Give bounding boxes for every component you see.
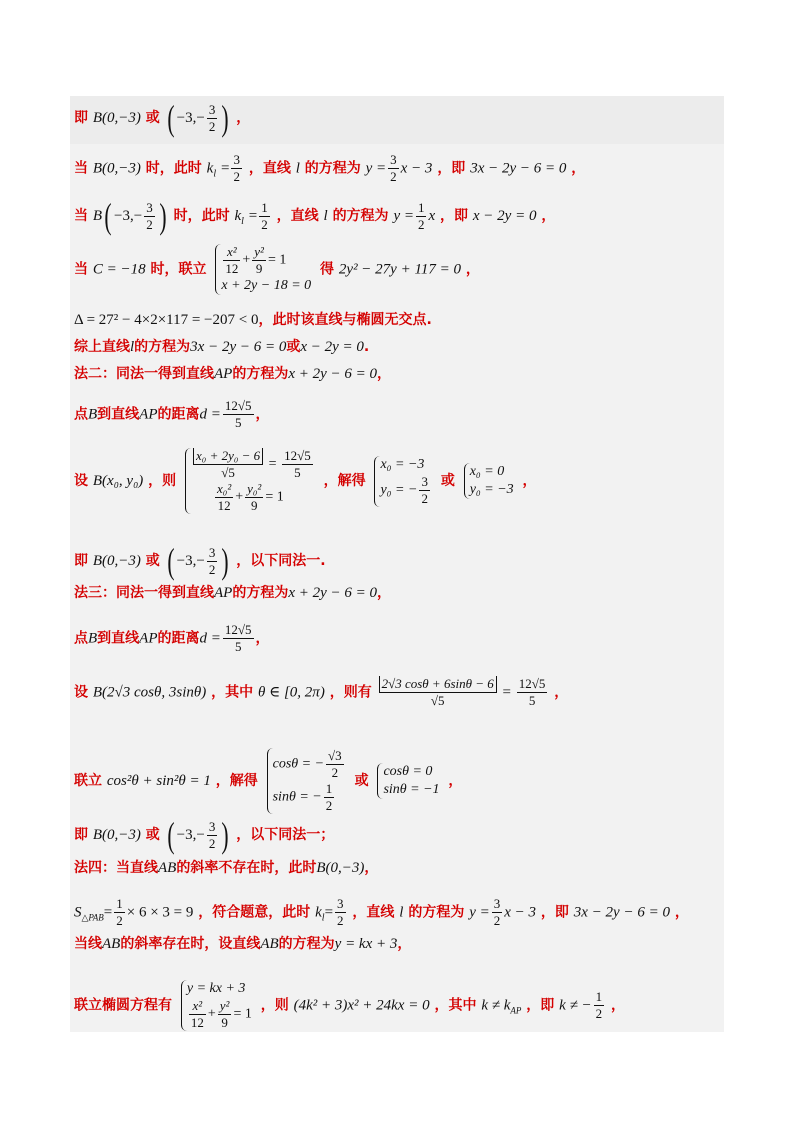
line-8: 点B到直线AP的距离d = $\frac{12√5}{5}$ ， [74, 398, 270, 430]
line-5: Δ = 27² − 4×2×117 = −207 < 0，此时该直线与椭圆无交点. [74, 312, 432, 328]
line-19: 联立椭圆方程有 y = kx + 3 $\frac{\text{x²}}{12}$ + $\frac{\text{y²}}{9}$ = 1 ，则 (4k² + 3)x² + 24kx = 0 ，其中 $k \ne k_{AP}$ ，即 k ≠ − $\frac{1}{2}$ ， [74, 981, 626, 1030]
equation-system: y = kx + 3 $\frac{\text{x²}}{12}$ + $\frac{\text{y²}}{9}$ = 1 [181, 980, 252, 1031]
trig-solution-1: cosθ = − $\frac{√3}{2}$ sinθ = − $\frac{1}{2}$ [267, 748, 346, 814]
line-18: 当线AB的斜率存在时，设直线AB的方程为y = kx + 3， [74, 936, 412, 952]
solution-1: x₀ = −3 y₀ = − $\frac{3}{2}$ [374, 456, 431, 507]
line-17: $S_{\triangle PAB}=$ $\frac{1}{2}$ × 6 × 3 = 9 ，符合题意，此时 $k_l=$ $\frac{3}{2}$ ，直线 l 的方程为 y = $\frac{3}{2}$ x − 3 ，即 3x − 2y − 6 = 0 ， [74, 896, 689, 928]
line-1 [74, 100, 250, 136]
line-16: 法四：当直线AB的斜率不存在时，此时B(0,−3)， [74, 860, 379, 876]
line-13: 设 B(2√3 cosθ, 3sinθ) ，其中 θ ∈ [0, 2π) ，则有 $\frac{2√3 \cos\theta + 6\sin\theta - 6}{√5}$ = $\frac{12√5}{5}$ ， [74, 676, 569, 708]
line-12: 点B到直线AP的距离d = $\frac{12√5}{5}$ ， [74, 622, 270, 654]
line-9: 设 B(x₀, y₀) ，则 $\frac{\text{x₀ + 2y₀ − 6}}{√5}$ = $\frac{12√5}{5}$ $\frac{\text{x₀²}}{12}$ + $\frac{\text{y₀²}}{9}$ = 1 ，解得 x₀ = −3 y₀ = − $\frac{3}{2}$ 或 x₀ = 0 y₀ = −3 ， [74, 448, 537, 513]
line-4: 当 C = −18 时，联立 $\frac{\text{x²}}{12}$ + $\frac{\text{y²}}{9}$ = 1 x + 2y − 18 = 0 得 2y² − 27y + 117 = 0 ， [74, 244, 480, 293]
line-10: 即 B(0,−3) 或 ( −3,− $\frac{3}{2}$ ) ，以下同法一. [74, 541, 326, 581]
paren-right: ) [221, 98, 229, 138]
math-point: B(0,−3) [92, 110, 141, 126]
equation-system: $\frac{\text{x²}}{12}$ + $\frac{\text{y²}}{9}$ = 1 x + 2y − 18 = 0 [215, 244, 311, 295]
line-14: 联立 cos²θ + sin²θ = 1 ，解得 cosθ = − $\frac{√3}{2}$ sinθ = − $\frac{1}{2}$ 或 cosθ = 0 sinθ = −1 ， [74, 748, 463, 813]
paren-left: ( [167, 98, 175, 138]
line-15: 即 B(0,−3) 或 ( −3,− $\frac{3}{2}$ ) ，以下同法一； [74, 815, 335, 855]
line-2: 当 B(0,−3) 时，此时 $k_l$ = $\frac{3}{2}$ ，直线 l 的方程为 y = $\frac{3}{2}$ x − 3 ，即 3x − 2y − 6 = 0 ， [74, 152, 586, 184]
equation-system: $\frac{\text{x₀ + 2y₀ − 6}}{√5}$ = $\frac{12√5}{5}$ $\frac{\text{x₀²}}{12}$ + $\frac{\text{y₀²}}{9}$ = 1 [185, 448, 315, 514]
text: 或 [145, 110, 160, 126]
math: −3,− [176, 110, 205, 126]
line-3: 当 B( −3,− $\frac{3}{2}$ ) 时，此时 $k_l$ = $\frac{1}{2}$ ，直线 l 的方程为 y = $\frac{1}{2}$ x ，即 x − 2y = 0 ， [74, 196, 556, 236]
trig-solution-2: cosθ = 0 sinθ = −1 [377, 763, 439, 799]
text: 即 [74, 110, 88, 126]
text: ， [236, 110, 251, 126]
line-7: 法二：同法一得到直线AP的方程为x + 2y − 6 = 0， [74, 366, 392, 382]
line-6: 综上直线l的方程为3x − 2y − 6 = 0或x − 2y = 0. [74, 339, 370, 355]
fraction: $\frac{3}{2}$ [208, 101, 216, 134]
line-11: 法三：同法一得到直线AP的方程为x + 2y − 6 = 0， [74, 585, 392, 601]
solution-2: x₀ = 0 y₀ = −3 [464, 463, 514, 499]
